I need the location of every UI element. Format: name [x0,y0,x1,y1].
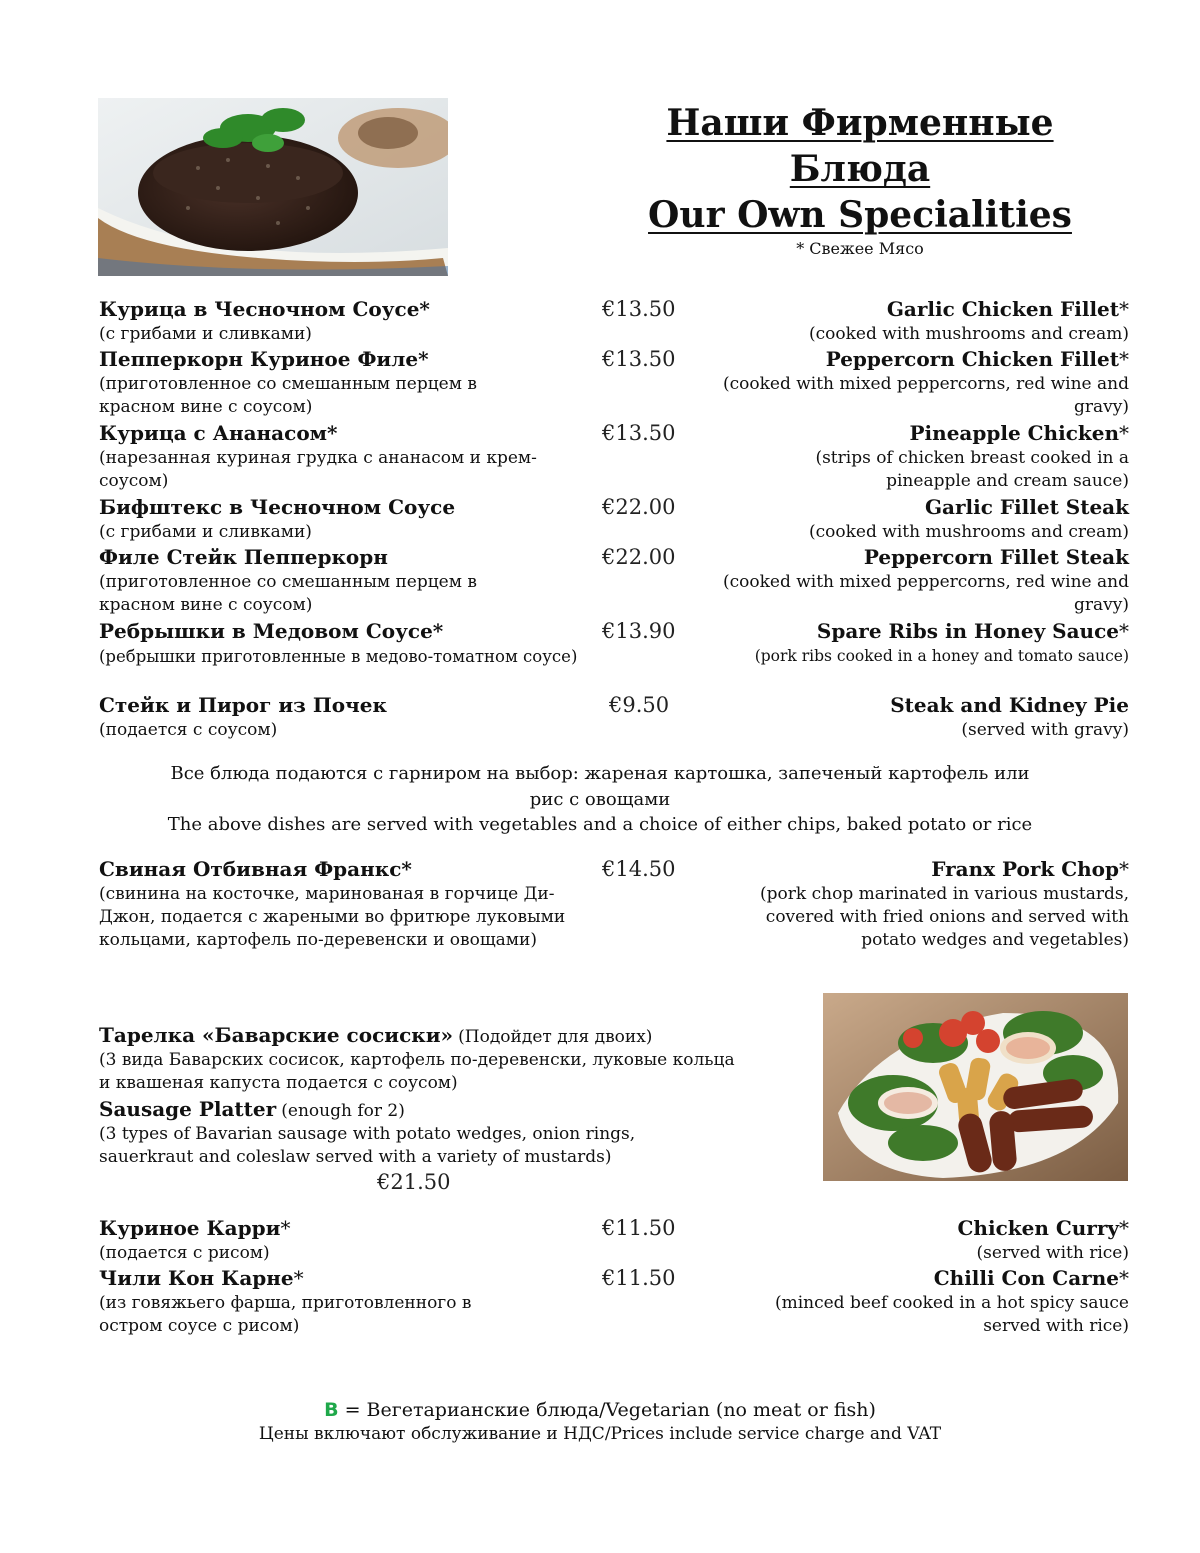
dish-price: €13.90 [602,619,676,643]
dish-desc-ru: (подается с соусом) [99,720,278,740]
dish-price: €13.50 [602,297,676,321]
dish-desc-ru: (подается с рисом) [99,1243,270,1263]
sides-note-ru-line2: рис с овощами [529,789,671,810]
dish-desc-ru: (из говяжьего фарша, приготовленного в остром соусе с рисом) [99,1293,472,1336]
dish-name-en-text: Garlic Chicken Fillet [886,297,1119,321]
dish-name-en: Sausage Platter [99,1097,277,1121]
asterisk: * [1119,1266,1129,1290]
asterisk: * [280,1216,291,1240]
dish-name-ru [99,1216,290,1240]
dish-name-ru: Курица с Ананасом* [99,421,338,445]
dish-desc-en: (pork chop marinated in various mustards, covered with fried onions and served with potato wedges and vegetables) [760,884,1129,950]
dish-name-en [931,857,1129,881]
menu-item [99,495,1129,545]
menu-item [99,1216,1129,1266]
menu-item [99,693,1129,743]
dish-price: €13.50 [602,421,676,445]
dish-price: €22.00 [602,495,676,519]
menu-item [99,297,1129,347]
dish-name-en-text: Peppercorn Fillet Steak [863,545,1129,569]
steak-photo [98,98,448,276]
dish-price: €22.00 [602,545,676,569]
asterisk: * [1119,347,1129,371]
dish-name-en-text: Spare Ribs in Honey Sauce [816,619,1119,643]
dish-name-en [910,421,1129,445]
sausage-platter-photo [823,993,1128,1181]
sausage-platter [99,1023,759,1198]
dish-name-en [826,347,1129,371]
page-title-ru-line2: Блюда [789,148,931,190]
dish-desc-en: (served with rice) [976,1243,1129,1263]
asterisk: * [1119,1216,1129,1240]
dish-name-en-text: Garlic Fillet Steak [924,495,1129,519]
dish-desc-en: (served with gravy) [961,720,1129,740]
dish-name-ru: Тарелка «Баварские сосиски» [99,1023,454,1047]
dish-name-en-text: Chicken Curry [957,1216,1119,1240]
asterisk: * [1119,297,1129,321]
dish-price: €9.50 [609,693,670,717]
dish-desc-ru: (с грибами и сливками) [99,324,312,344]
menu-item [99,421,1129,496]
dish-name-en [817,619,1129,643]
menu-item [99,545,1129,620]
dish-desc-ru: (нарезанная куриная грудка с ананасом и крем-соусом) [99,448,537,491]
dish-price: €11.50 [602,1216,676,1240]
dish-desc-ru: (с грибами и сливками) [99,522,312,542]
dish-desc-en: (cooked with mixed peppercorns, red wine and gravy) [722,374,1129,417]
dish-price: €14.50 [602,857,676,881]
dish-name-ru-text: Чили Кон Карне [99,1266,294,1290]
dish-name-ru: Пепперкорн Куриное Филе* [99,347,429,371]
dish-price: €11.50 [602,1266,676,1290]
dish-desc-ru: (приготовленное со смешанным перцем в красном вине с соусом) [99,572,477,615]
dish-name-en-text: Peppercorn Chicken Fillet [825,347,1119,371]
dish-name-ru: Ребрышки в Медовом Соусе* [99,619,444,643]
sides-note-ru-line1: Все блюда подаются с гарниром на выбор: жареная картошка, запеченый картофель или [170,763,1030,784]
dish-name-ru [99,1266,304,1290]
sausage-name-line-en [99,1097,405,1121]
dish-name-en-text: Pineapple Chicken [909,421,1119,445]
menu-item [99,347,1129,422]
dish-name-en [864,545,1129,569]
dish-name-en [890,693,1129,717]
vegetarian-mark: B [324,1399,339,1421]
dish-name-ru: Свиная Отбивная Франкс* [99,857,412,881]
dish-name-en [887,297,1129,321]
dish-desc-en: (pork ribs cooked in a honey and tomato sauce) [754,647,1129,665]
vegetarian-legend-text: = Вегетарианские блюда/Vegetarian (no meat or fish) [344,1399,876,1421]
dish-desc-en: (strips of chicken breast cooked in a pineapple and cream sauce) [815,448,1129,491]
menu-item [99,1266,1129,1341]
dish-name-en [958,1216,1129,1240]
dish-desc-en: (cooked with mixed peppercorns, red wine and gravy) [722,572,1129,615]
dish-name-ru: Курица в Чесночном Соусе* [99,297,430,321]
page-title-ru-line1: Наши Фирменные [666,102,1054,144]
dish-note-en: (enough for 2) [281,1101,405,1121]
dish-name-ru: Бифштекс в Чесночном Соусе [99,495,456,519]
fresh-meat-note: * Свежее Мясо [796,239,924,258]
dish-name-en [934,1266,1129,1290]
menu-item [99,619,1129,694]
dish-price: €13.50 [602,347,676,371]
dish-name-ru: Стейк и Пирог из Почек [99,693,387,717]
dish-price: €21.50 [377,1170,451,1194]
dish-desc-en: (cooked with mushrooms and cream) [809,324,1129,344]
page-title-en: Our Own Specialities [648,194,1072,236]
asterisk: * [293,1266,304,1290]
dish-name-ru: Филе Стейк Пепперкорн [99,545,388,569]
asterisk: * [1119,619,1129,643]
dish-desc-ru: (свинина на косточке, маринованая в горчице Ди-Джон, подается с жареными во фритюре луковыми кольцами, картофель по-деревенски и овощами) [99,884,566,950]
prices-note: Цены включают обслуживание и НДС/Prices include service charge and VAT [258,1424,942,1444]
dish-note-ru: (Подойдет для двоих) [458,1027,653,1047]
dish-desc-en: (3 types of Bavarian sausage with potato wedges, onion rings, sauerkraut and coleslaw served with a variety of mustards) [99,1124,636,1167]
dish-name-en [925,495,1129,519]
dish-name-en-text: Franx Pork Chop [931,857,1119,881]
dish-desc-ru: (приготовленное со смешанным перцем в красном вине с соусом) [99,374,477,417]
vegetarian-legend [0,1399,1200,1421]
menu-item-pork-chop [99,857,1129,982]
dish-desc-en: (minced beef cooked in a hot spicy sauce served with rice) [774,1293,1129,1336]
asterisk: * [1119,421,1129,445]
sausage-name-line-ru [99,1023,652,1047]
dish-name-en-text: Steak and Kidney Pie [890,693,1129,717]
asterisk: * [1119,857,1129,881]
dish-desc-ru: (3 вида Баварских сосисок, картофель по-деревенски, луковые кольца и квашеная капуста подается с соусом) [99,1050,735,1093]
sides-note-en: The above dishes are served with vegetables and a choice of either chips, baked potato or rice [167,814,1033,835]
dish-name-ru-text: Куриное Карри [99,1216,281,1240]
dish-desc-en: (cooked with mushrooms and cream) [809,522,1129,542]
dish-name-en-text: Chilli Con Carne [933,1266,1119,1290]
dish-desc-ru: (ребрышки приготовленные в медово-томатном соусе) [99,647,578,666]
